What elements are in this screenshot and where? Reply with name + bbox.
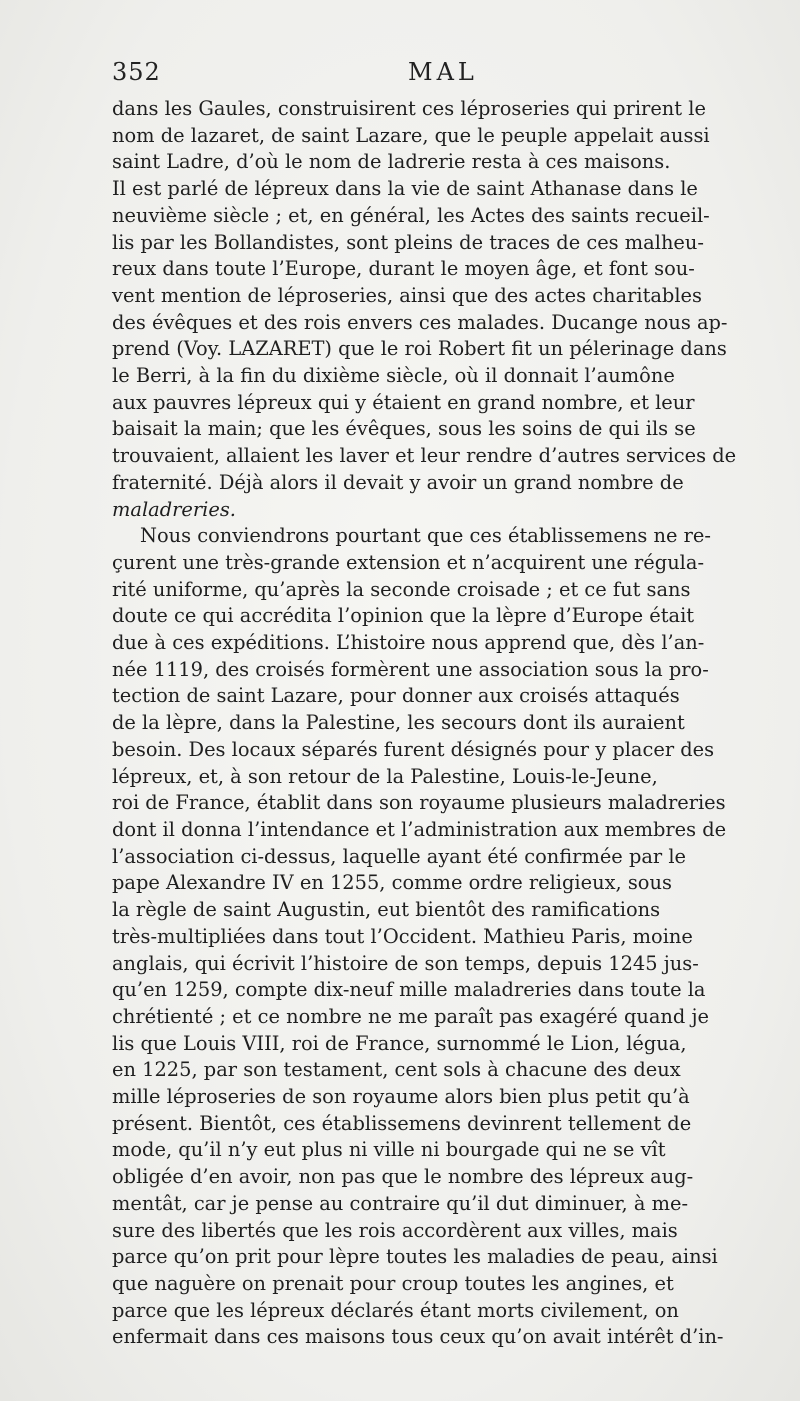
text-line: née 1119, des croisés formèrent une association sous la pro- <box>112 657 709 681</box>
text-line: prend (Voy. LAZARET) que le roi Robert fit un pélerinage dans <box>112 337 727 361</box>
text-line: pape Alexandre IV en 1255, comme ordre religieux, sous <box>112 871 672 895</box>
text-line: des évêques et des rois envers ces malades. Ducange nous ap- <box>112 310 728 334</box>
text-line: dans les Gaules, construisirent ces léproseries qui prirent le <box>112 97 706 120</box>
page-number: 352 <box>112 58 161 86</box>
text-line: tection de saint Lazare, pour donner aux croisés attaqués <box>112 684 680 708</box>
text-line: présent. Bientôt, ces établissemens devinrent tellement de <box>112 1111 692 1135</box>
text-line: parce qu’on prit pour lèpre toutes les maladies de peau, ainsi <box>112 1245 718 1269</box>
text-line: chrétienté ; et ce nombre ne me paraît pas exagéré quand je <box>112 1004 709 1028</box>
text-line: dont il donna l’intendance et l’administration aux membres de <box>112 817 727 841</box>
text-line: sure des libertés que les rois accordèrent aux villes, mais <box>112 1218 678 1242</box>
text-line: lis que Louis VIII, roi de France, surnommé le Lion, légua, <box>112 1031 687 1055</box>
text-line: qu’en 1259, compte dix-neuf mille maladreries dans toute la <box>112 978 706 1002</box>
text-line: baisait la main; que les évêques, sous les soins de qui ils se <box>112 417 696 441</box>
text-line: mentât, car je pense au contraire qu’il dut diminuer, à me- <box>112 1191 689 1215</box>
text-line: vent mention de léproseries, ainsi que des actes charitables <box>112 283 702 307</box>
text-line: çurent une très-grande extension et n’acquirent une régula- <box>112 550 704 574</box>
text-line: mode, qu’il n’y eut plus ni ville ni bourgade qui ne se vît <box>112 1138 666 1162</box>
text-line: Il est parlé de lépreux dans la vie de saint Athanase dans le <box>112 177 698 201</box>
text-line: mille léproseries de son royaume alors bien plus petit qu’à <box>112 1085 690 1109</box>
text-line: aux pauvres lépreux qui y étaient en grand nombre, et leur <box>112 390 695 414</box>
text-line: la règle de saint Augustin, eut bientôt des ramifications <box>112 898 661 922</box>
text-line: lis par les Bollandistes, sont pleins de traces de ces malheu- <box>112 230 704 254</box>
text-line: nom de lazaret, de saint Lazare, que le peuple appelait aussi <box>112 123 710 147</box>
text-line: besoin. Des locaux séparés furent désignés pour y placer des <box>112 737 715 761</box>
text-line: due à ces expéditions. L’histoire nous apprend que, dès l’an- <box>112 631 705 655</box>
text-line: rité uniforme, qu’après la seconde croisade ; et ce fut sans <box>112 577 691 601</box>
text-line: de la lèpre, dans la Palestine, les secours dont ils auraient <box>112 711 685 735</box>
text-line: anglais, qui écrivit l’histoire de son temps, depuis 1245 jus- <box>112 951 699 975</box>
text-line: reux dans toute l’Europe, durant le moyen âge, et font sou- <box>112 257 695 281</box>
body-text <box>112 96 762 1351</box>
text-line: l’association ci-dessus, laquelle ayant été confirmée par le <box>112 844 687 868</box>
text-line: neuvième siècle ; et, en général, les Actes des saints recueil- <box>112 203 710 227</box>
text-line: en 1225, par son testament, cent sols à chacune des deux <box>112 1058 681 1082</box>
text-line: que naguère on prenait pour croup toutes les angines, et <box>112 1271 674 1295</box>
text-line: roi de France, établit dans son royaume plusieurs maladreries <box>112 791 726 815</box>
paragraph-1 <box>112 96 762 523</box>
text-line: fraternité. Déjà alors il devait y avoir un grand nombre de <box>112 470 684 494</box>
text-line: parce que les lépreux déclarés étant morts civilement, on <box>112 1298 679 1322</box>
text-line: saint Ladre, d’où le nom de ladrerie resta à ces maisons. <box>112 150 671 174</box>
text-line: très-multipliées dans tout l’Occident. Mathieu Paris, moine <box>112 924 693 948</box>
text-line: obligée d’en avoir, non pas que le nombre des lépreux aug- <box>112 1165 694 1189</box>
text-line: trouvaient, allaient les laver et leur rendre d’autres services de <box>112 444 737 468</box>
page-header <box>112 58 762 92</box>
text-line: maladreries. <box>112 497 236 521</box>
text-line: lépreux, et, à son retour de la Palestine, Louis-le-Jeune, <box>112 764 658 788</box>
paragraph-2 <box>112 523 762 1351</box>
text-line: le Berri, à la fin du dixième siècle, où il donnait l’aumône <box>112 364 675 388</box>
running-head: MAL <box>408 58 478 86</box>
text-line: doute ce qui accrédita l’opinion que la lèpre d’Europe était <box>112 604 695 628</box>
text-line: Nous conviendrons pourtant que ces établissemens ne re- <box>140 524 711 548</box>
text-line: enfermait dans ces maisons tous ceux qu’on avait intérêt d’in- <box>112 1325 724 1349</box>
